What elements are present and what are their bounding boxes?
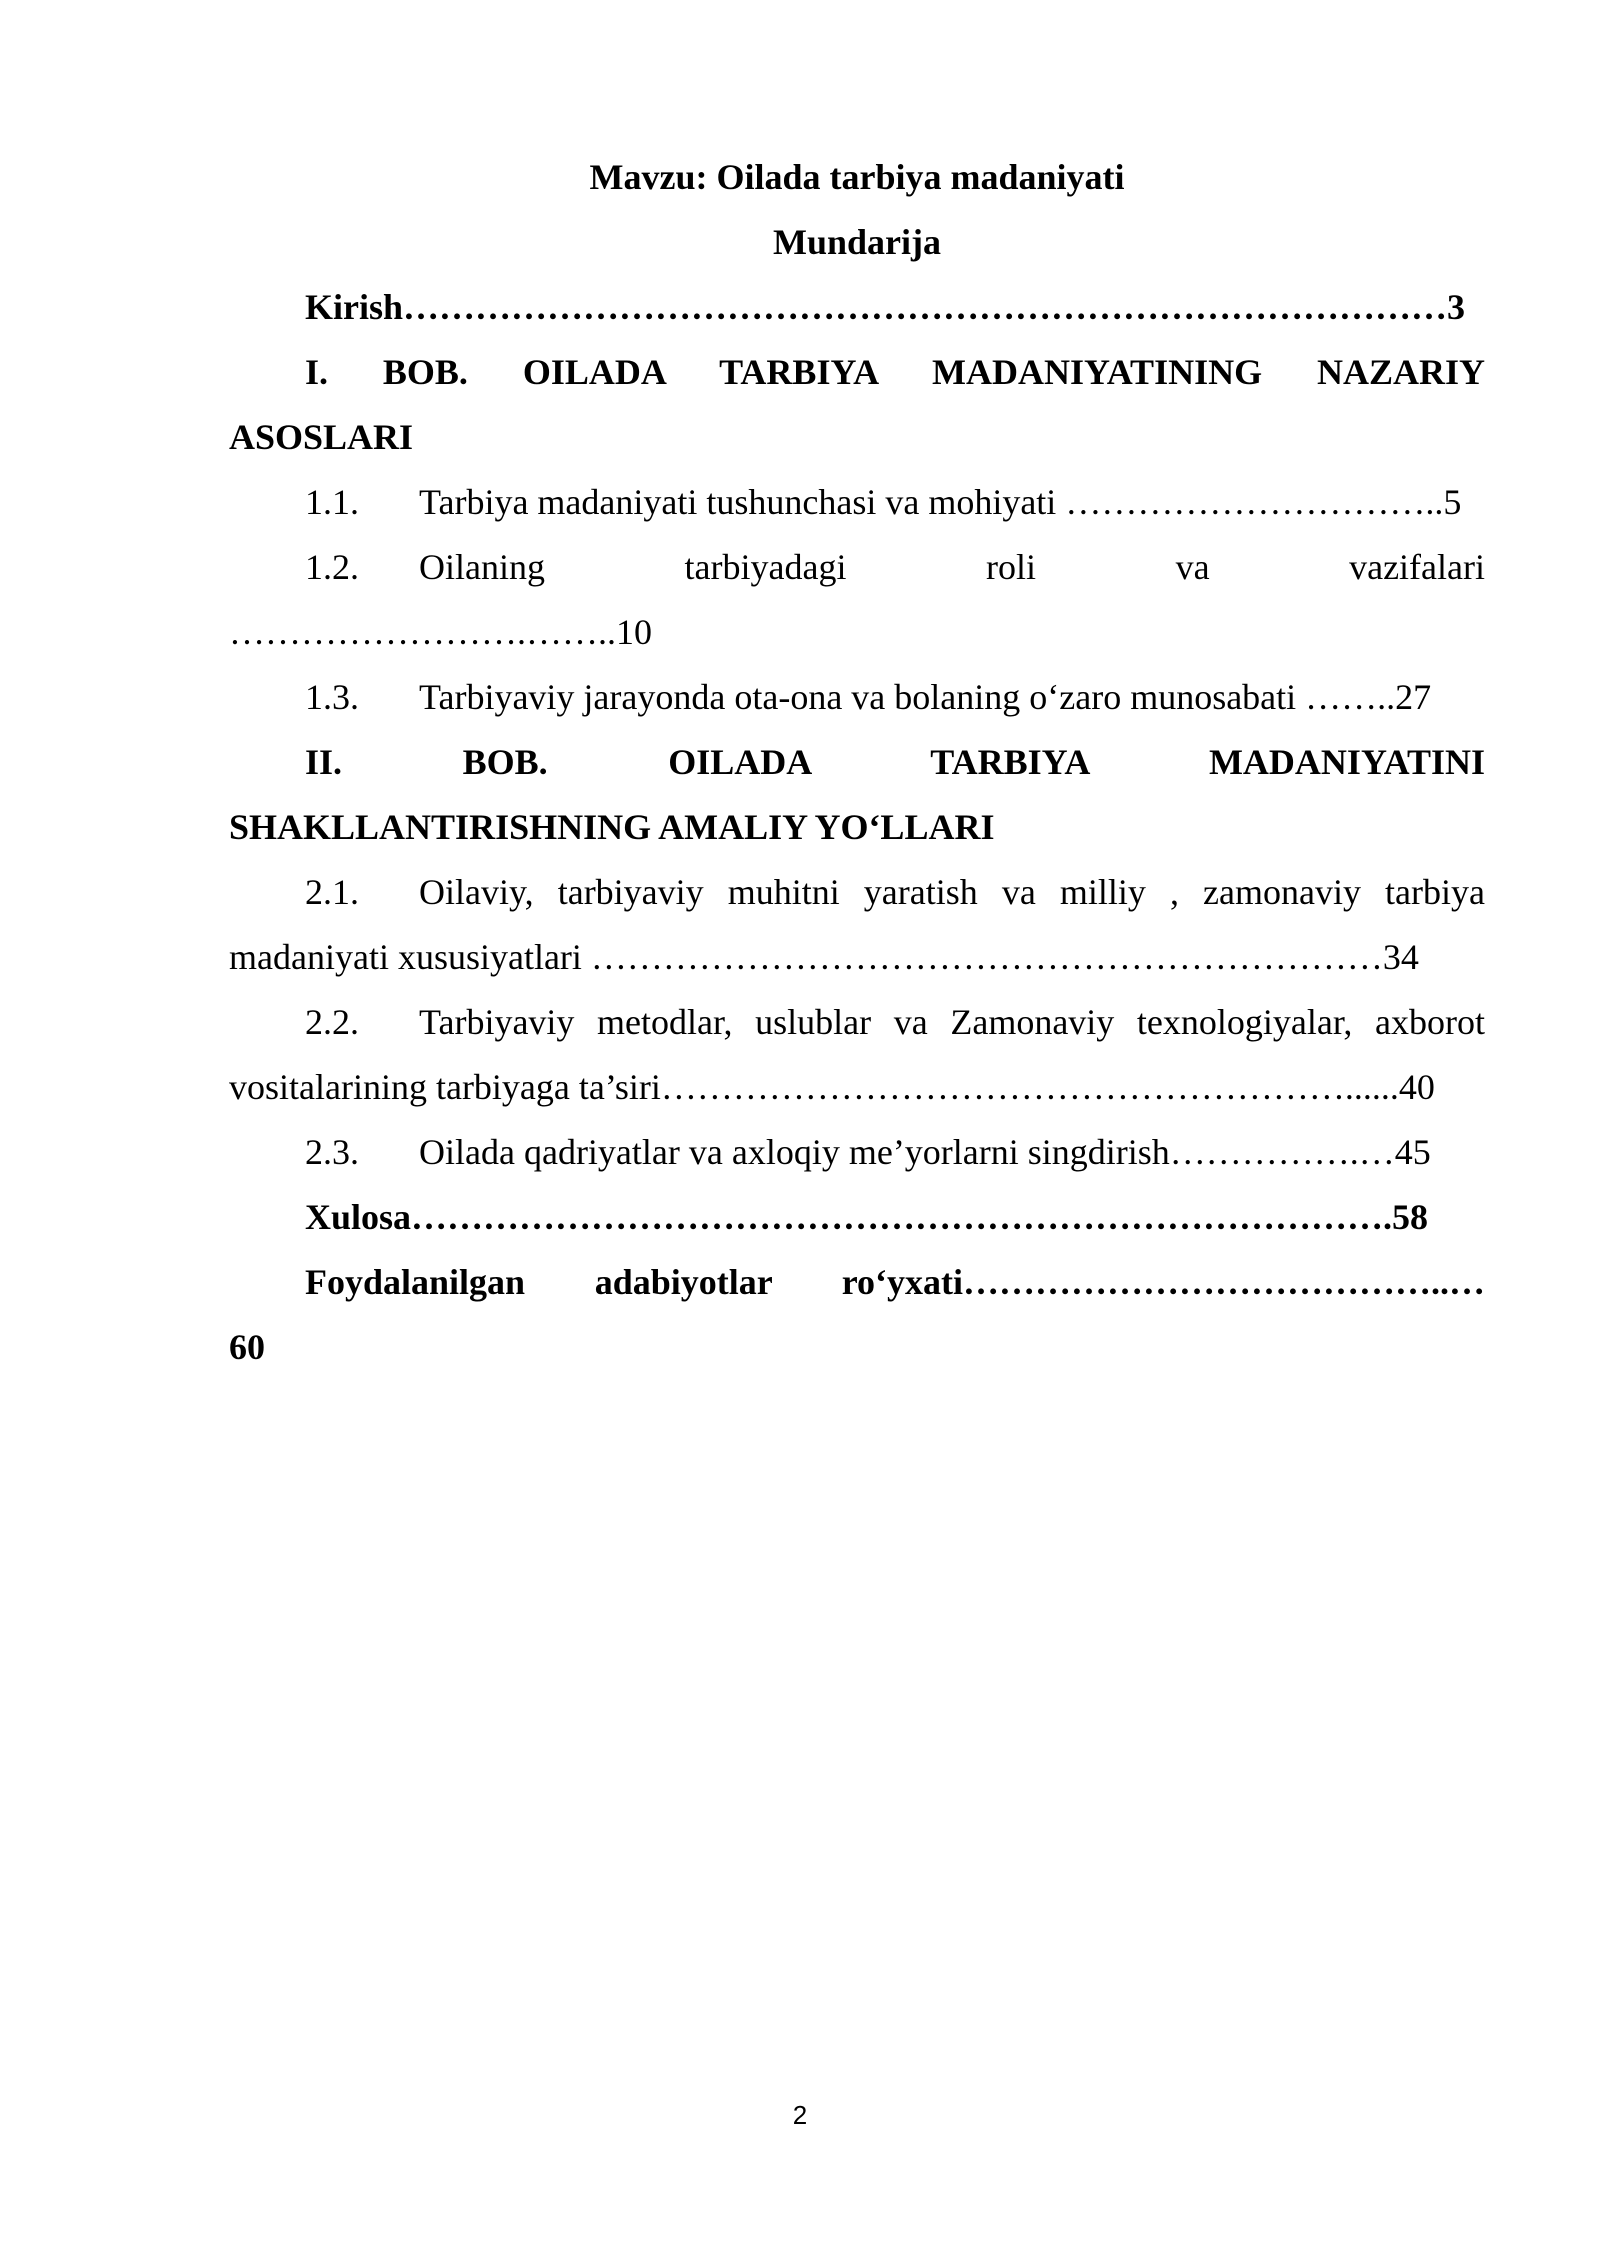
toc-entry-references-line-1: Foydalanilgan adabiyotlar roʻyxati…………………………………..…	[305, 1262, 1485, 1302]
toc-entry-number: 2.2.	[305, 1002, 359, 1042]
toc-entry-1-3	[229, 665, 1485, 730]
toc-entry-2-1-line-1	[229, 860, 1485, 925]
toc-heading: Mundarija	[772, 222, 941, 262]
toc-entry-xulosa: Xulosa……………………………………………………………………….58	[305, 1197, 1429, 1237]
toc-entry-1-2-line-2: …………………….……..10	[229, 612, 652, 652]
toc-entry-1-1	[229, 470, 1485, 535]
toc-entry-chapter-2-line-2: SHAKLLANTIRISHNING AMALIY YOʻLLARI	[229, 807, 995, 847]
toc-entry-2-3	[229, 1120, 1485, 1185]
toc-entry-number: 1.2.	[305, 547, 359, 587]
toc-entry-references	[229, 1250, 1485, 1380]
toc-entry-title: Tarbiyaviy jarayonda ota-ona va bolaning oʻzaro munosabati ……..27	[419, 677, 1432, 717]
toc-entry-chapter-1-line-2: ASOSLARI	[229, 417, 414, 457]
toc-entry-chapter-2	[229, 730, 1485, 860]
toc-entry-title: Tarbiyaviy metodlar, uslublar va Zamonaviy texnologiyalar, axborot	[419, 1002, 1485, 1042]
toc-entry-number: 2.1.	[305, 872, 359, 912]
toc-entry-references-line-2: 60	[229, 1327, 265, 1367]
document-topic: Mavzu: Oilada tarbiya madaniyati	[589, 157, 1125, 197]
toc-entry-chapter-1	[229, 340, 1485, 470]
toc-entry-chapter-2-line-1: II. BOB. OILADA TARBIYA MADANIYATINI	[305, 742, 1485, 782]
page-number: 2	[792, 2100, 808, 2130]
toc-entry-kirish: Kirish……………………………………………………………………………3	[305, 287, 1466, 327]
toc-entry-title: Tarbiya madaniyati tushunchasi va mohiyati …………………………..5	[419, 482, 1462, 522]
toc-entry-2-2-line-1	[229, 990, 1485, 1055]
toc-entry-title: Oilaning tarbiyadagi roli va vazifalari	[419, 547, 1485, 587]
toc-entry-number: 1.3.	[305, 677, 359, 717]
toc-entry-2-1	[229, 860, 1485, 990]
toc-entry-title: Oilaviy, tarbiyaviy muhitni yaratish va milliy , zamonaviy tarbiya	[419, 872, 1485, 912]
toc-entry-chapter-1-line-1: I. BOB. OILADA TARBIYA MADANIYATINING NAZARIY	[305, 352, 1485, 392]
document-content	[229, 145, 1485, 1380]
toc-entry-1-2	[229, 535, 1485, 665]
toc-entry-number: 1.1.	[305, 482, 359, 522]
toc-entry-2-2-line-2: vositalarining tarbiyaga ta’siri…………………………………………………......40	[229, 1067, 1435, 1107]
toc-entry-1-2-line-1	[229, 535, 1485, 600]
toc-entry-2-1-line-2: madaniyati xususiyatlari …………………………………………………………34	[229, 937, 1419, 977]
toc-entry-number: 2.3.	[305, 1132, 359, 1172]
toc-entry-2-2	[229, 990, 1485, 1120]
toc-entry-title: Oilada qadriyatlar va axloqiy me’yorlarni singdirish…………….…45	[419, 1132, 1431, 1172]
